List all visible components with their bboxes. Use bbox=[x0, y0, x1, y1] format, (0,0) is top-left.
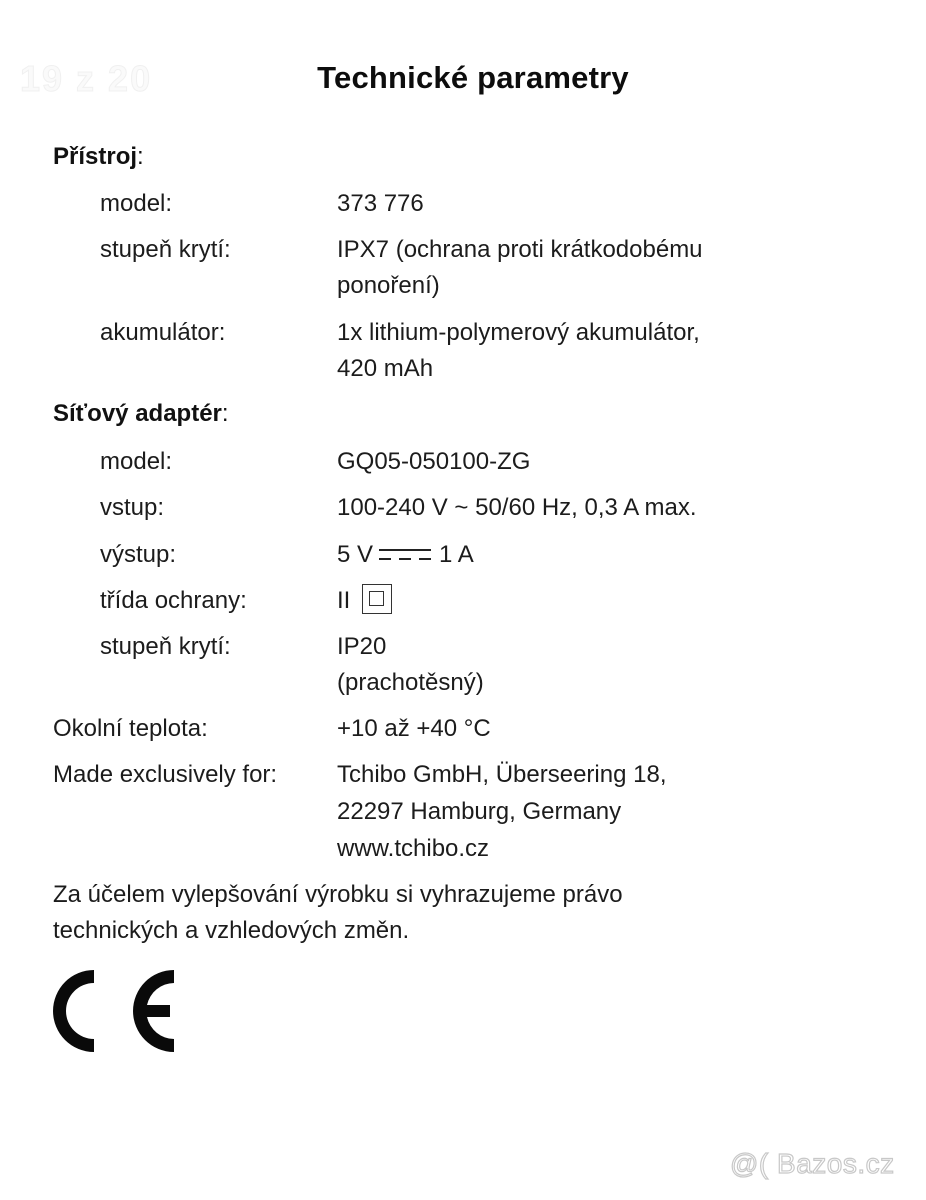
disclaimer-line-1: Za účelem vylepšování výrobku si vyhrazujeme právo bbox=[53, 881, 623, 908]
spec-label: akumulátor: bbox=[100, 319, 226, 346]
spec-label: Made exclusively for: bbox=[53, 761, 278, 788]
bazos-watermark: @( Bazos.cz bbox=[730, 1148, 895, 1179]
disclaimer-note bbox=[53, 877, 853, 949]
spec-label: třída ochrany: bbox=[100, 587, 247, 614]
spec-value-line-1: Tchibo GmbH, Überseering 18, bbox=[337, 761, 667, 788]
section-heading-adapter: Síťový adaptér: bbox=[53, 400, 229, 427]
section-heading-label: Přístroj bbox=[53, 143, 138, 170]
spec-value-line-1: IP20 bbox=[337, 633, 387, 660]
class-ii-double-insulation-icon bbox=[362, 584, 392, 614]
disclaimer-line-2: technických a vzhledových změn. bbox=[53, 917, 410, 944]
output-current: 1 A bbox=[439, 541, 474, 568]
spec-label: výstup: bbox=[100, 541, 177, 568]
spec-value bbox=[337, 537, 474, 572]
spec-label: model: bbox=[100, 190, 173, 217]
spec-label: stupeň krytí: bbox=[100, 236, 231, 263]
spec-value-line-1: 1x lithium-polymerový akumulátor, bbox=[337, 319, 700, 346]
ce-mark-icon bbox=[52, 966, 182, 1056]
spec-value: GQ05-050100-ZG bbox=[337, 448, 531, 475]
spec-value: 373 776 bbox=[337, 190, 424, 217]
spec-value-line-3: www.tchibo.cz bbox=[337, 835, 490, 862]
protection-class-value: II bbox=[337, 587, 351, 614]
spec-value-line-1: IPX7 (ochrana proti krátkodobému bbox=[337, 236, 703, 263]
spec-value-line-2: 22297 Hamburg, Germany bbox=[337, 798, 622, 825]
output-voltage: 5 V bbox=[337, 541, 374, 568]
spec-value-line-2: (prachotěsný) bbox=[337, 669, 484, 696]
spec-value: 100-240 V ~ 50/60 Hz, 0,3 A max. bbox=[337, 494, 697, 521]
spec-value: +10 až +40 °C bbox=[337, 715, 491, 742]
dc-current-icon bbox=[379, 546, 431, 562]
spec-value-line-2: 420 mAh bbox=[337, 355, 434, 382]
section-heading-device: Přístroj: bbox=[53, 143, 144, 170]
spec-label: stupeň krytí: bbox=[100, 633, 231, 660]
spec-label: vstup: bbox=[100, 494, 165, 521]
page-indicator: 19 z 20 bbox=[20, 58, 153, 99]
spec-value-line-2: ponoření) bbox=[337, 272, 440, 299]
section-heading-label: Síťový adaptér bbox=[53, 400, 222, 427]
spec-value bbox=[337, 583, 392, 618]
spec-label: Okolní teplota: bbox=[53, 715, 208, 742]
spec-label: model: bbox=[100, 448, 173, 475]
page-title: Technické parametry bbox=[317, 60, 629, 95]
